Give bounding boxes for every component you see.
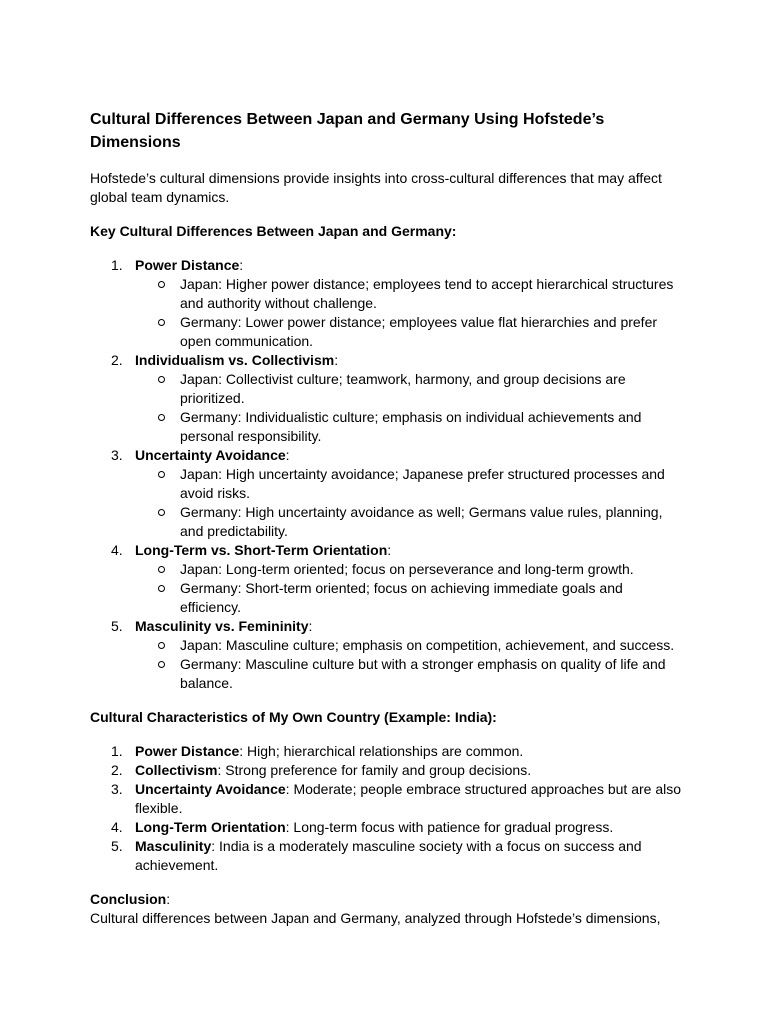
list-number: 1. xyxy=(111,257,123,273)
sub-item-text: Japan: High uncertainty avoidance; Japanese prefer structured processes and avoid risks. xyxy=(180,466,665,501)
dimension-description: : Long-term focus with patience for gradual progress. xyxy=(285,819,614,835)
list-item xyxy=(90,351,690,446)
dimension-term: Masculinity vs. Femininity xyxy=(135,618,309,634)
hollow-circle-bullet-icon xyxy=(158,585,165,592)
hollow-circle-bullet-icon xyxy=(158,281,165,288)
sub-item-text: Germany: Short-term oriented; focus on achieving immediate goals and efficiency. xyxy=(180,580,623,615)
sub-list-item-germany xyxy=(135,313,678,351)
sub-item-text: Germany: High uncertainty avoidance as well; Germans value rules, planning, and predictability. xyxy=(180,504,663,539)
sub-list-item-germany xyxy=(135,579,678,617)
list-item xyxy=(90,541,690,617)
sub-list-item-japan xyxy=(135,275,678,313)
list-item xyxy=(90,256,690,351)
list-number: 4. xyxy=(111,819,123,835)
sub-list-item-germany xyxy=(135,408,678,446)
term-suffix: : xyxy=(387,542,392,558)
list-item xyxy=(90,446,690,541)
dimension-description: : India is a moderately masculine society with a focus on success and achievement. xyxy=(135,838,642,873)
hollow-circle-bullet-icon xyxy=(158,642,165,649)
dimension-term: Power Distance xyxy=(135,743,240,759)
sub-item-text: Germany: Individualistic culture; emphasis on individual achievements and personal responsibility. xyxy=(180,409,642,444)
sub-list-item-japan xyxy=(135,636,678,655)
sub-list xyxy=(135,275,690,351)
dimension-term: Uncertainty Avoidance xyxy=(135,781,286,797)
conclusion-term: Conclusion xyxy=(90,891,167,907)
conclusion-heading xyxy=(90,890,690,909)
list-number: 3. xyxy=(111,447,123,463)
sub-list-item-germany xyxy=(135,503,678,541)
section-heading-own-country: Cultural Characteristics of My Own Country (Example: India): xyxy=(90,709,497,725)
dimension-term: Uncertainty Avoidance xyxy=(135,447,286,463)
hollow-circle-bullet-icon xyxy=(158,566,165,573)
dimension-description: : High; hierarchical relationships are common. xyxy=(239,743,524,759)
list-number: 1. xyxy=(111,743,123,759)
sub-list xyxy=(135,370,690,446)
term-suffix: : xyxy=(285,447,290,463)
dimension-description: : Moderate; people embrace structured approaches but are also flexible. xyxy=(135,781,682,816)
dimension-term: Long-Term vs. Short-Term Orientation xyxy=(135,542,388,558)
section-heading-key-differences: Key Cultural Differences Between Japan and Germany: xyxy=(90,223,457,239)
sub-item-text: Japan: Higher power distance; employees tend to accept hierarchical structures and authority without challenge. xyxy=(180,276,674,311)
sub-list-item-japan xyxy=(135,560,678,579)
dimension-term: Individualism vs. Collectivism xyxy=(135,352,335,368)
dimension-term: Long-Term Orientation xyxy=(135,819,286,835)
list-item xyxy=(90,742,690,761)
dimension-term: Collectivism xyxy=(135,762,218,778)
hollow-circle-bullet-icon xyxy=(158,509,165,516)
dimension-term: Masculinity xyxy=(135,838,212,854)
sub-item-text: Germany: Masculine culture but with a stronger emphasis on quality of life and balance. xyxy=(180,656,666,691)
list-item xyxy=(90,780,690,818)
list-item xyxy=(90,837,690,875)
document-page xyxy=(90,108,690,928)
own-country-list xyxy=(90,742,690,875)
conclusion-paragraph: Cultural differences between Japan and Germany, analyzed through Hofstede’s dimensions, xyxy=(90,910,661,926)
list-item xyxy=(90,617,690,693)
list-number: 3. xyxy=(111,781,123,797)
hollow-circle-bullet-icon xyxy=(158,661,165,668)
document-title: Cultural Differences Between Japan and Germany Using Hofstede’s Dimensions xyxy=(90,111,605,151)
sub-list xyxy=(135,465,690,541)
sub-list-item-germany xyxy=(135,655,678,693)
hollow-circle-bullet-icon xyxy=(158,319,165,326)
hollow-circle-bullet-icon xyxy=(158,414,165,421)
sub-item-text: Germany: Lower power distance; employees value flat hierarchies and prefer open communication. xyxy=(180,314,658,349)
sub-list-item-japan xyxy=(135,465,678,503)
list-number: 4. xyxy=(111,542,123,558)
list-number: 2. xyxy=(111,762,123,778)
key-differences-list xyxy=(90,256,690,693)
list-item xyxy=(90,761,690,780)
list-item xyxy=(90,818,690,837)
hollow-circle-bullet-icon xyxy=(158,471,165,478)
sub-item-text: Japan: Long-term oriented; focus on perseverance and long-term growth. xyxy=(180,561,634,577)
conclusion-suffix: : xyxy=(166,891,171,907)
list-number: 5. xyxy=(111,618,123,634)
term-suffix: : xyxy=(308,618,313,634)
list-number: 2. xyxy=(111,352,123,368)
sub-item-text: Japan: Collectivist culture; teamwork, harmony, and group decisions are prioritized. xyxy=(180,371,626,406)
intro-paragraph: Hofstede’s cultural dimensions provide insights into cross-cultural differences that may affect global team dynamics. xyxy=(90,170,662,205)
hollow-circle-bullet-icon xyxy=(158,376,165,383)
sub-item-text: Japan: Masculine culture; emphasis on competition, achievement, and success. xyxy=(180,637,675,653)
sub-list-item-japan xyxy=(135,370,678,408)
dimension-term: Power Distance xyxy=(135,257,240,273)
sub-list xyxy=(135,636,690,693)
term-suffix: : xyxy=(334,352,339,368)
dimension-description: : Strong preference for family and group decisions. xyxy=(217,762,532,778)
list-number: 5. xyxy=(111,838,123,854)
sub-list xyxy=(135,560,690,617)
term-suffix: : xyxy=(239,257,244,273)
